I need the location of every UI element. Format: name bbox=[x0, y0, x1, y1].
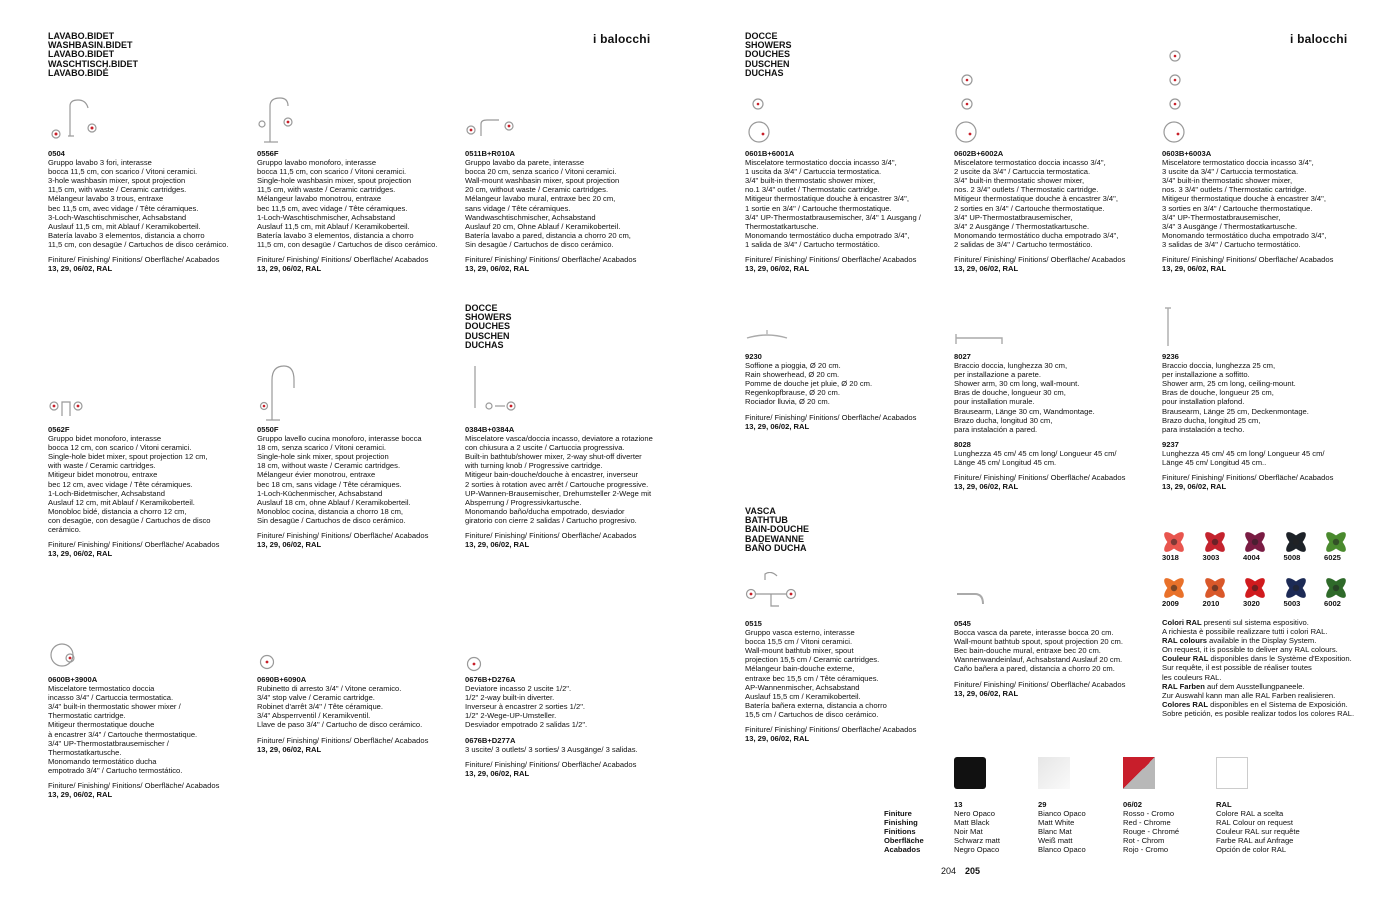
product-code: 0601B+6001A bbox=[745, 149, 795, 158]
ral-swatch-label: 6025 bbox=[1324, 553, 1341, 562]
product-code: 0602B+6002A bbox=[954, 149, 1004, 158]
finish-label: Finiture/ Finishing/ Finitions/ Oberfläche/ Acabados bbox=[954, 473, 1126, 483]
finish-values: 13, 29, 06/02, RAL bbox=[1162, 264, 1227, 274]
finish-label: Finiture/ Finishing/ Finitions/ Oberfläche/ Acabados bbox=[954, 679, 1126, 689]
bathspout-0545-image bbox=[955, 590, 987, 610]
finish-swatch-RAL bbox=[1216, 757, 1248, 789]
product-description: Gruppo lavabo da parete, interasse bocca 20 cm, senza scarico / Vitoni ceramici. Wall-mount washbasin mixer, spout projection 20 cm, without waste / Ceramic cartridges. Mélangeur lavabo mural, entraxe bec 20 cm, sans vidage / Tête céramiques. Wandwaschtischmischer, Achsabstand Auslauf 20 cm, Ohne Ablauf / Keramikoberteil. Batería lavabo a pared, distancia a chorro 20 cm, Sin desagüe / Cartuchos de disco cerámico. bbox=[465, 158, 631, 249]
finish-values: 13, 29, 06/02, RAL bbox=[745, 264, 810, 274]
brand-left: i balocchi bbox=[593, 32, 651, 46]
ral-swatch-label: 5003 bbox=[1283, 599, 1301, 608]
faucet-0511B-image bbox=[465, 116, 515, 142]
product-0550F bbox=[257, 425, 457, 549]
product-0384B bbox=[465, 425, 680, 549]
product-code: 0550F bbox=[257, 425, 279, 434]
finish-label: Finiture/ Finishing/ Finitions/ Oberfläche/ Acabados bbox=[745, 725, 917, 735]
finish-values: 13, 29, 06/02, RAL bbox=[48, 264, 113, 274]
finish-label: Finiture/ Finishing/ Finitions/ Oberfläche/ Acabados bbox=[465, 255, 637, 265]
finish-swatch-06-02 bbox=[1123, 757, 1155, 789]
product-code: 0384B+0384A bbox=[465, 425, 515, 434]
product-code: 0545 bbox=[954, 619, 971, 628]
product-0603B bbox=[1162, 149, 1367, 273]
ral-note-line: Sur requête, il est possible de réaliser toutes bbox=[1162, 663, 1312, 673]
product-9230 bbox=[745, 352, 945, 431]
finish-values: 13, 29, 06/02, RAL bbox=[465, 540, 530, 550]
product-code: 0600B+3900A bbox=[48, 675, 98, 684]
product-code: 0603B+6003A bbox=[1162, 149, 1212, 158]
finish-label: Finiture/ Finishing/ Finitions/ Oberfläche/ Acabados bbox=[465, 531, 637, 541]
product-code: 0511B+R010A bbox=[465, 149, 516, 158]
product-description-variant: Lunghezza 45 cm/ 45 cm long/ Longueur 45 cm/ Länge 45 cm/ Longitud 45 cm. bbox=[954, 448, 1117, 468]
product-9236 bbox=[1162, 352, 1367, 491]
product-code: 9230 bbox=[745, 352, 762, 361]
thermostat-0603B-image bbox=[1163, 48, 1187, 148]
product-description: Gruppo bidet monoforo, interasse bocca 12 cm, con scarico / Vitoni ceramici. Single-hole bidet mixer, spout projection 12 cm, with waste / Ceramic cartridges. Mitigeur bidet monotrou, entraxe bec 12 cm, avec vidage / Tête céramiques. 1-Loch-Bidetmischer, Achsabstand Auslauf 12 cm, mit Ablauf / Keramikoberteil. Monobloc bidé, distancia a chorro 12 cm, con desagüe, con desagüe / Cartuchos de disco cerámico. bbox=[48, 434, 211, 535]
finish-values: 13, 29, 06/02, RAL bbox=[48, 549, 113, 559]
thermostat-0600B-image bbox=[48, 640, 78, 670]
product-code: 0562F bbox=[48, 425, 70, 434]
product-8027 bbox=[954, 352, 1159, 491]
finish-names: Nero Opaco Matt Black Noir Mat Schwarz matt Negro Opaco bbox=[954, 809, 1000, 855]
product-description: Gruppo lavabo 3 fori, interasse bocca 11,5 cm, con scarico / Vitoni ceramici. 3-hole washbasin mixer, spout projection 11,5 cm, with waste / Ceramic cartridges. Mélangeur lavabo 3 trous, entraxe bec 11,5 cm, avec vidage / Tête céramiques. 3-Loch-Waschtischmischer, Achsabstand Auslauf 11,5 cm, mit Ablauf / Keramikoberteil. Batería lavabo 3 elementos, distancia a chorro 11,5 cm, con desagüe / Cartuchos de disco cerámico. bbox=[48, 158, 229, 249]
finish-label: Finiture/ Finishing/ Finitions/ Oberfläche/ Acabados bbox=[465, 759, 637, 769]
product-description: Braccio doccia, lunghezza 25 cm, per installazione a soffitto. Shower arm, 25 cm long, ceiling-mount. Bras de douche, longueur 25 cm, pour installation plafond. Brausearm, Länge 25 cm, Deckenmontage. Brazo ducha, longitud 25 cm, para instalación a techo. bbox=[1162, 361, 1309, 434]
ral-note-line: Colores RAL disponibles en el Sistema de Exposición. bbox=[1162, 699, 1348, 709]
thermostat-0602B-image bbox=[955, 72, 979, 148]
finish-label: Finiture/ Finishing/ Finitions/ Oberfläche/ Acabados bbox=[48, 781, 220, 791]
product-0504 bbox=[48, 149, 248, 273]
product-0690B bbox=[257, 675, 457, 754]
faucet-0504-image bbox=[48, 96, 100, 144]
section-header-docce-left: DOCCE SHOWERS DOUCHES DUSCHEN DUCHAS bbox=[465, 303, 512, 350]
product-0556F bbox=[257, 149, 457, 273]
section-header-vasca: VASCA BATHTUB BAIN-DOUCHE BADEWANNE BAÑO DUCHA bbox=[745, 506, 809, 553]
ral-note-line: Zur Auswahl kann man alle RAL Farben realisieren. bbox=[1162, 690, 1336, 700]
ral-colour-notes bbox=[1162, 618, 1377, 718]
product-0600B bbox=[48, 675, 248, 799]
finish-description bbox=[1038, 800, 1086, 855]
finish-swatch-29 bbox=[1038, 757, 1070, 789]
finish-names: Colore RAL a scelta RAL Colour on request Couleur RAL sur requête Farbe RAL auf Anfrage Opción de color RAL bbox=[1216, 809, 1300, 855]
product-0515 bbox=[745, 619, 945, 743]
ral-note-line: les couleurs RAL. bbox=[1162, 672, 1222, 682]
ral-swatch-label: 5008 bbox=[1283, 553, 1301, 562]
ral-swatch-label: 3020 bbox=[1243, 599, 1260, 608]
product-description-variant: Lunghezza 45 cm/ 45 cm long/ Longueur 45 cm/ Länge 45 cm/ Longitud 45 cm.. bbox=[1162, 448, 1325, 468]
product-code: 0690B+6090A bbox=[257, 675, 307, 684]
section-header-lavabo: LAVABO.BIDET WASHBASIN.BIDET LAVABO.BIDET WASCHTISCH.BIDET LAVABO.BIDÉ bbox=[48, 31, 138, 78]
ral-swatch-label: 3018 bbox=[1162, 553, 1179, 562]
shower-0384B-image bbox=[467, 364, 517, 414]
finish-label: Finiture/ Finishing/ Finitions/ Oberfläche/ Acabados bbox=[745, 412, 917, 422]
product-0601B bbox=[745, 149, 950, 273]
product-code: 0515 bbox=[745, 619, 762, 628]
product-description: Miscelatore termostatico doccia incasso 3/4", 2 uscite da 3/4" / Cartuccia termostatica. 3/4" built-in thermostatic shower mixer, nos. 2 3/4" outlets / Thermostatic cartridge. Mitigeur thermostatique douche à encastrer 3/4", 2 sorties en 3/4" / Cartouche thermostatique. 3/4" UP-Thermostatbrausemischer, 3/4" 2 Ausgänge / Thermostatkartusche. Monomando termostático ducha empotrado 3/4", 2 salidas de 3/4" / Cartucho termostático. bbox=[954, 158, 1119, 249]
finish-names: Bianco Opaco Matt White Blanc Mat Weiß matt Blanco Opaco bbox=[1038, 809, 1086, 855]
brand-right: i balocchi bbox=[1290, 32, 1348, 46]
product-description: Rubinetto di arresto 3/4" / Vitone ceramico. 3/4" stop valve / Ceramic cartridge. Robinet d'arrêt 3/4" / Tête céramique. 3/4" Absperrventil / Keramikventil. Llave de paso 3/4" / Cartucho de disco cerámico. bbox=[257, 684, 423, 730]
sink-0550F-image bbox=[258, 364, 298, 422]
product-0602B bbox=[954, 149, 1159, 273]
finish-values: 13, 29, 06/02, RAL bbox=[257, 264, 322, 274]
finish-label: Finiture/ Finishing/ Finitions/ Oberfläche/ Acabados bbox=[257, 735, 429, 745]
stopvalve-0690B-image bbox=[258, 653, 276, 671]
finish-label: Finiture/ Finishing/ Finitions/ Oberfläche/ Acabados bbox=[257, 255, 429, 265]
finish-names: Rosso - Cromo Red - Chrome Rouge - Chromé Rot - Chrom Rojo - Cromo bbox=[1123, 809, 1180, 855]
product-description: Gruppo vasca esterno, interasse bocca 15,5 cm / Vitoni ceramici. Wall-mount bathtub mixer, spout projection 15,5 cm / Ceramic cartridges. Mélangeur bain-douche externe, entraxe bec 15,5 cm / Tête céramiques. AP-Wannenmischer, Achsabstand Auslauf 15,5 cm / Keramikoberteil. Batería bañera externa, distancia a chorro 15,5 cm / Cartuchos de disco cerámico. bbox=[745, 628, 887, 719]
diverter-0676B-image bbox=[465, 655, 483, 673]
ral-note-line: A richiesta è possibile realizzare tutti i colori RAL. bbox=[1162, 627, 1328, 637]
ral-swatch-label: 4004 bbox=[1243, 553, 1260, 562]
product-description: Miscelatore termostatico doccia incasso 3/4" / Cartuccia termostatica. 3/4" built-in thermostatic shower mixer / Thermostatic cartridge. Mitigeur thermostatique douche à encastrer 3/4" / Cartouche thermostatique. 3/4" UP-Thermostatbrausemischer / Thermostatkartusche. Monomando termostático ducha empotrado 3/4" / Cartucho termostático. bbox=[48, 684, 198, 775]
finish-label: Finiture/ Finishing/ Finitions/ Oberfläche/ Acabados bbox=[48, 540, 220, 550]
finishes-title bbox=[884, 809, 924, 854]
finish-code: RAL bbox=[1216, 800, 1232, 809]
product-description: Gruppo lavabo monoforo, interasse bocca 11,5 cm, con scarico / Vitoni ceramici. Single-hole washbasin mixer, spout projection 11,5 cm, with waste / Ceramic cartridges. Mélangeur lavabo monotrou, entraxe bec 11,5 cm, avec vidage / Tête céramiques. 1-Loch-Waschtischmischer, Achsabstand Auslauf 11,5 cm, mit Ablauf / Keramikoberteil. Batería lavabo 3 elementos, distancia a chorro 11,5 cm, con desagüe / Cartuchos de disco cerámico. bbox=[257, 158, 438, 249]
product-description: Bocca vasca da parete, interasse bocca 20 cm. Wall-mount bathtub spout, spout projection 20 cm. Bec bain-douche mural, entraxe bec 20 cm. Wannenwandeinlauf, Achsabstand Auslauf 20 cm. Caño bañera a pared, distancia a chorro 20 cm. bbox=[954, 628, 1123, 674]
finish-values: 13, 29, 06/02, RAL bbox=[1162, 482, 1227, 492]
ral-swatch-label: 2009 bbox=[1162, 599, 1179, 608]
finish-values: 13, 29, 06/02, RAL bbox=[954, 688, 1019, 698]
faucet-0556F-image bbox=[258, 96, 300, 146]
finish-values: 13, 29, 06/02, RAL bbox=[465, 264, 530, 274]
product-code-variant: 8028 bbox=[954, 439, 971, 449]
section-header-docce-right: DOCCE SHOWERS DOUCHES DUSCHEN DUCHAS bbox=[745, 31, 792, 78]
bidet-0562F-image bbox=[48, 396, 84, 418]
product-description: Miscelatore termostatico doccia incasso 3/4", 1 uscita da 3/4" / Cartuccia termostatica. 3/4" built-in thermostatic shower mixer, no.1 3/4" outlet / Thermostatic cartridge. Mitigeur thermostatique douche à encastrer 3/4", 1 sortie en 3/4" / Cartouche thermostatique. 3/4" UP-Thermostatbrausemischer, 3/4" 1 Ausgang / Thermostatkartusche. Monomando termostático ducha empotrado 3/4", 1 salida de 3/4" / Cartucho termostático. bbox=[745, 158, 921, 249]
showerarm-8027-image bbox=[954, 332, 1006, 346]
ral-note-line: On request, it is possible to deliver any RAL colours. bbox=[1162, 645, 1338, 655]
product-code: 0556F bbox=[257, 149, 279, 158]
finish-description bbox=[954, 800, 1000, 855]
page-number-right: 205 bbox=[965, 866, 981, 876]
finish-label: Finiture/ Finishing/ Finitions/ Oberfläche/ Acabados bbox=[48, 255, 220, 265]
finish-swatch-13 bbox=[954, 757, 986, 789]
product-description: Deviatore incasso 2 uscite 1/2". 1/2" 2-way built-in diverter. Inverseur à encastrer 2 sorties 1/2". 1/2" 2-Wege-UP-Umsteller. Desviador empotrado 2 salidas 1/2". bbox=[465, 684, 588, 730]
product-code-variant: 9237 bbox=[1162, 439, 1179, 449]
product-description-variant: 3 uscite/ 3 outlets/ 3 sorties/ 3 Ausgänge/ 3 salidas. bbox=[465, 744, 638, 754]
ral-note-line: RAL Farben auf dem Ausstellungpaneele. bbox=[1162, 681, 1305, 691]
product-description: Braccio doccia, lunghezza 30 cm, per installazione a parete. Shower arm, 30 cm long, wall-mount. Bras de douche, longueur 30 cm, pour installation murale. Brausearm, Länge 30 cm, Wandmontage. Brazo ducha, longitud 30 cm, para instalación a pared. bbox=[954, 361, 1095, 434]
product-description: Soffione a pioggia, Ø 20 cm. Rain showerhead, Ø 20 cm. Pomme de douche jet pluie, Ø 20 cm. Regenkopfbrause, Ø 20 cm. Rociador lluvia, Ø 20 cm. bbox=[745, 361, 873, 407]
product-description: Miscelatore termostatico doccia incasso 3/4", 3 uscite da 3/4" / Cartuccia termostatica. 3/4" built-in thermostatic shower mixer, nos. 3 3/4" outlets / Thermostatic cartridge. Mitigeur thermostatique douche à encastrer 3/4", 3 sorties en 3/4" / Cartouche thermostatique. 3/4" UP-Thermostatbrausemischer, 3/4" 3 Ausgänge / Thermostatkartusche. Monomando termostático ducha empotrado 3/4", 3 salidas de 3/4" / Cartucho termostático. bbox=[1162, 158, 1327, 249]
ral-note-line: Couleur RAL disponibles dans le Système d'Exposition. bbox=[1162, 654, 1352, 664]
finish-description bbox=[1216, 800, 1300, 855]
finish-values: 13, 29, 06/02, RAL bbox=[257, 540, 322, 550]
product-code-variant: 0676B+D277A bbox=[465, 735, 516, 745]
bathtub-0515-image bbox=[745, 572, 797, 616]
finish-values: 13, 29, 06/02, RAL bbox=[257, 744, 322, 754]
finish-values: 13, 29, 06/02, RAL bbox=[465, 768, 530, 778]
product-code: 0676B+D276A bbox=[465, 675, 516, 684]
finish-values: 13, 29, 06/02, RAL bbox=[745, 734, 810, 744]
ral-swatch-label: 2010 bbox=[1202, 599, 1220, 608]
showerarm-9236-image bbox=[1163, 306, 1173, 348]
product-0545 bbox=[954, 619, 1159, 698]
ral-swatch-label: 6002 bbox=[1324, 599, 1341, 608]
finish-values: 13, 29, 06/02, RAL bbox=[745, 421, 810, 431]
showerhead-9230-image bbox=[745, 330, 789, 344]
product-code: 8027 bbox=[954, 352, 971, 361]
finish-code: 06/02 bbox=[1123, 800, 1143, 809]
product-code: 0504 bbox=[48, 149, 65, 158]
finish-label: Finiture/ Finishing/ Finitions/ Oberfläche/ Acabados bbox=[1162, 473, 1334, 483]
page-number-left: 204 bbox=[941, 866, 957, 876]
thermostat-0601B-image bbox=[748, 96, 770, 148]
finish-label: Finiture/ Finishing/ Finitions/ Oberfläche/ Acabados bbox=[745, 255, 917, 265]
product-0511B bbox=[465, 149, 665, 273]
finish-code: 29 bbox=[1038, 800, 1047, 809]
ral-note-line: RAL colours available in the Display System. bbox=[1162, 636, 1317, 646]
finish-description bbox=[1123, 800, 1179, 855]
finishes-title-text: Finiture Finishing Finitions Oberfläche Acabados bbox=[884, 809, 924, 855]
ral-swatch-label: 3003 bbox=[1202, 553, 1220, 562]
finish-values: 13, 29, 06/02, RAL bbox=[954, 482, 1019, 492]
finish-label: Finiture/ Finishing/ Finitions/ Oberfläche/ Acabados bbox=[954, 255, 1126, 265]
product-code: 9236 bbox=[1162, 352, 1179, 361]
product-description: Gruppo lavello cucina monoforo, interasse bocca 18 cm, senza scarico / Vitoni ceramici. Single-hole sink mixer, spout projection 18 cm, without waste / Ceramic cartridges. Mélangeur évier monotrou, entraxe bec 18 cm, sans vidage / Tête céramiques. 1-Loch-Küchenmischer, Achsabstand Auslauf 18 cm, ohne Ablauf / Keramikoberteil. Monobloc cocina, distancia a chorro 18 cm, Sin desagüe / Cartuchos de disco cerámico. bbox=[257, 434, 422, 525]
product-description: Miscelatore vasca/doccia incasso, deviatore a rotazione con chiusura a 2 uscite / Cartuccia progressiva. Built-in bathtub/shower mixer, 2-way shut-off diverter with turning knob / Progressive cartridge. Mitigeur bain-douche/douche à encastrer, inverseur 2 sorties à rotation avec arrêt / Cartouche progressive. UP-Wannen-Brausemischer, Drehumsteller 2-Wege mit Absperrung / Progressivkartusche. Monomando baño/ducha empotrado, desviador giratorio con cierre 2 salidas / Cartucho progresivo. bbox=[465, 434, 653, 525]
finish-values: 13, 29, 06/02, RAL bbox=[954, 264, 1019, 274]
product-0676B bbox=[465, 675, 665, 778]
ral-note-line: Colori RAL presenti sul sistema espositivo. bbox=[1162, 618, 1309, 627]
finish-values: 13, 29, 06/02, RAL bbox=[48, 790, 113, 800]
finish-label: Finiture/ Finishing/ Finitions/ Oberfläche/ Acabados bbox=[1162, 255, 1334, 265]
finish-label: Finiture/ Finishing/ Finitions/ Oberfläche/ Acabados bbox=[257, 531, 429, 541]
product-0562F bbox=[48, 425, 248, 558]
finish-code: 13 bbox=[954, 800, 963, 809]
ral-note-line: Sobre petición, es posible realizar todos los colores RAL. bbox=[1162, 708, 1355, 718]
